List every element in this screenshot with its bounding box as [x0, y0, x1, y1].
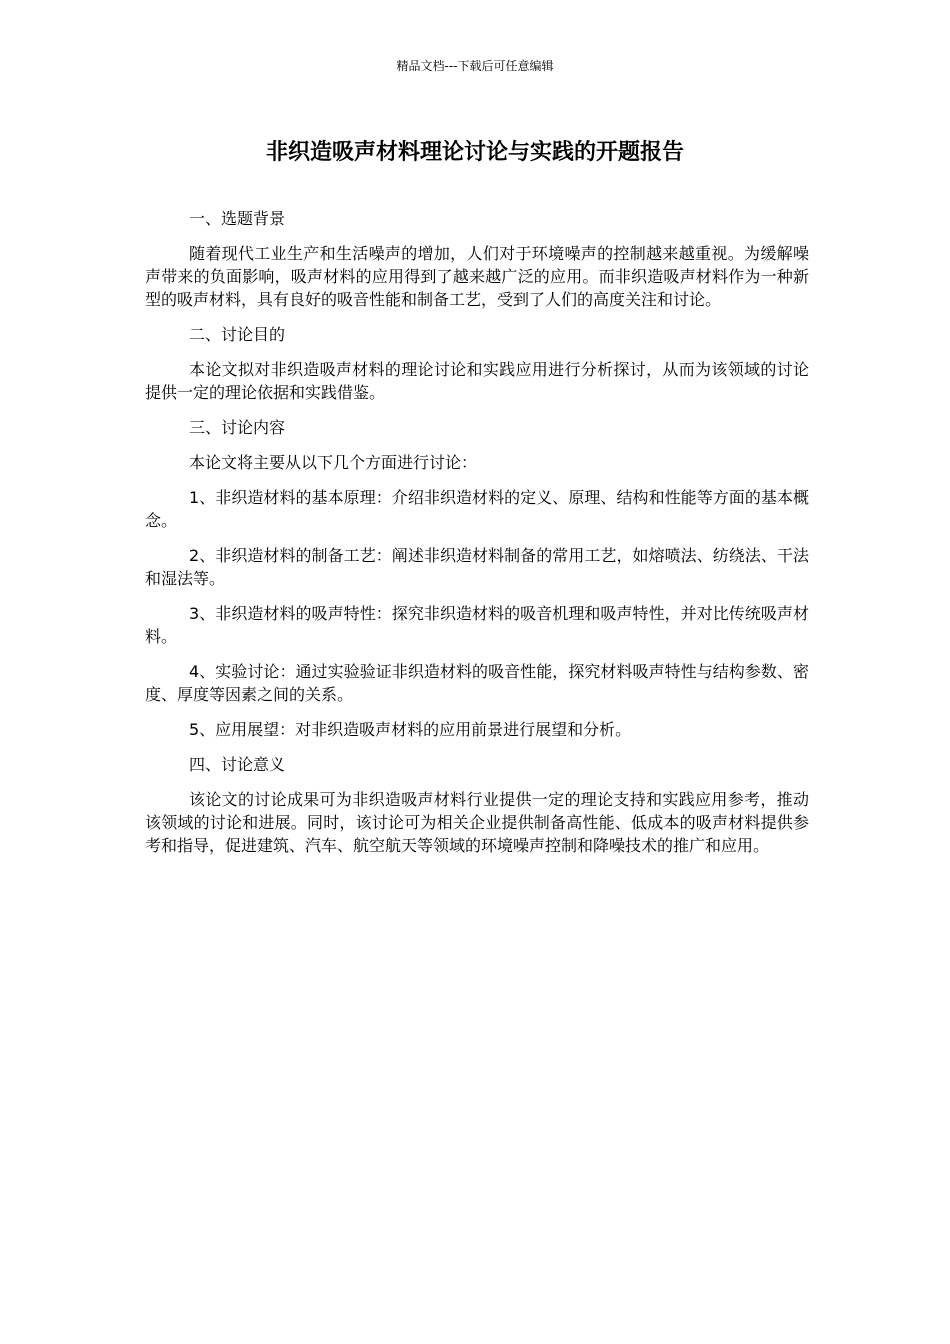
section-heading-background: 一、选题背景 [189, 209, 286, 228]
section-heading-significance: 四、讨论意义 [189, 755, 286, 774]
content-item: 4、实验讨论：通过实验验证非织造材料的吸音性能，探究材料吸声特性与结构参数、密度、厚度等因素之间的关系。 [145, 662, 809, 704]
content-item: 3、非织造材料的吸声特性：探究非织造材料的吸音机理和吸声特性，并对比传统吸声材料。 [145, 604, 809, 646]
significance-paragraph: 该论文的讨论成果可为非织造吸声材料行业提供一定的理论支持和实践应用参考，推动该领域的讨论和进展。同时，该讨论可为相关企业提供制备高性能、低成本的吸声材料提供参考和指导，促进建筑、汽车、航空航天等领域的环境噪声控制和降噪技术的推广和应用。 [145, 790, 809, 855]
content-intro-paragraph: 本论文将主要从以下几个方面进行讨论： [189, 453, 478, 472]
content-item: 2、非织造材料的制备工艺：阐述非织造材料制备的常用工艺，如熔喷法、纺绕法、干法和湿法等。 [145, 546, 809, 588]
purpose-paragraph: 本论文拟对非织造吸声材料的理论讨论和实践应用进行分析探讨，从而为该领域的讨论提供一定的理论依据和实践借鉴。 [145, 360, 809, 402]
section-heading-content: 三、讨论内容 [189, 418, 286, 437]
page-header: 精品文档---下载后可任意编辑 [396, 59, 554, 73]
content-item: 1、非织造材料的基本原理：介绍非织造材料的定义、原理、结构和性能等方面的基本概念。 [145, 488, 809, 530]
content-item: 5、应用展望：对非织造吸声材料的应用前景进行展望和分析。 [189, 720, 632, 739]
document-title: 非织造吸声材料理论讨论与实践的开题报告 [265, 140, 684, 165]
document-body [145, 207, 809, 869]
section-heading-purpose: 二、讨论目的 [189, 325, 286, 344]
background-paragraph: 随着现代工业生产和生活噪声的增加，人们对于环境噪声的控制越来越重视。为缓解噪声带来的负面影响，吸声材料的应用得到了越来越广泛的应用。而非织造吸声材料作为一种新型的吸声材料，具有良好的吸音性能和制备工艺，受到了人们的高度关注和讨论。 [145, 244, 809, 309]
